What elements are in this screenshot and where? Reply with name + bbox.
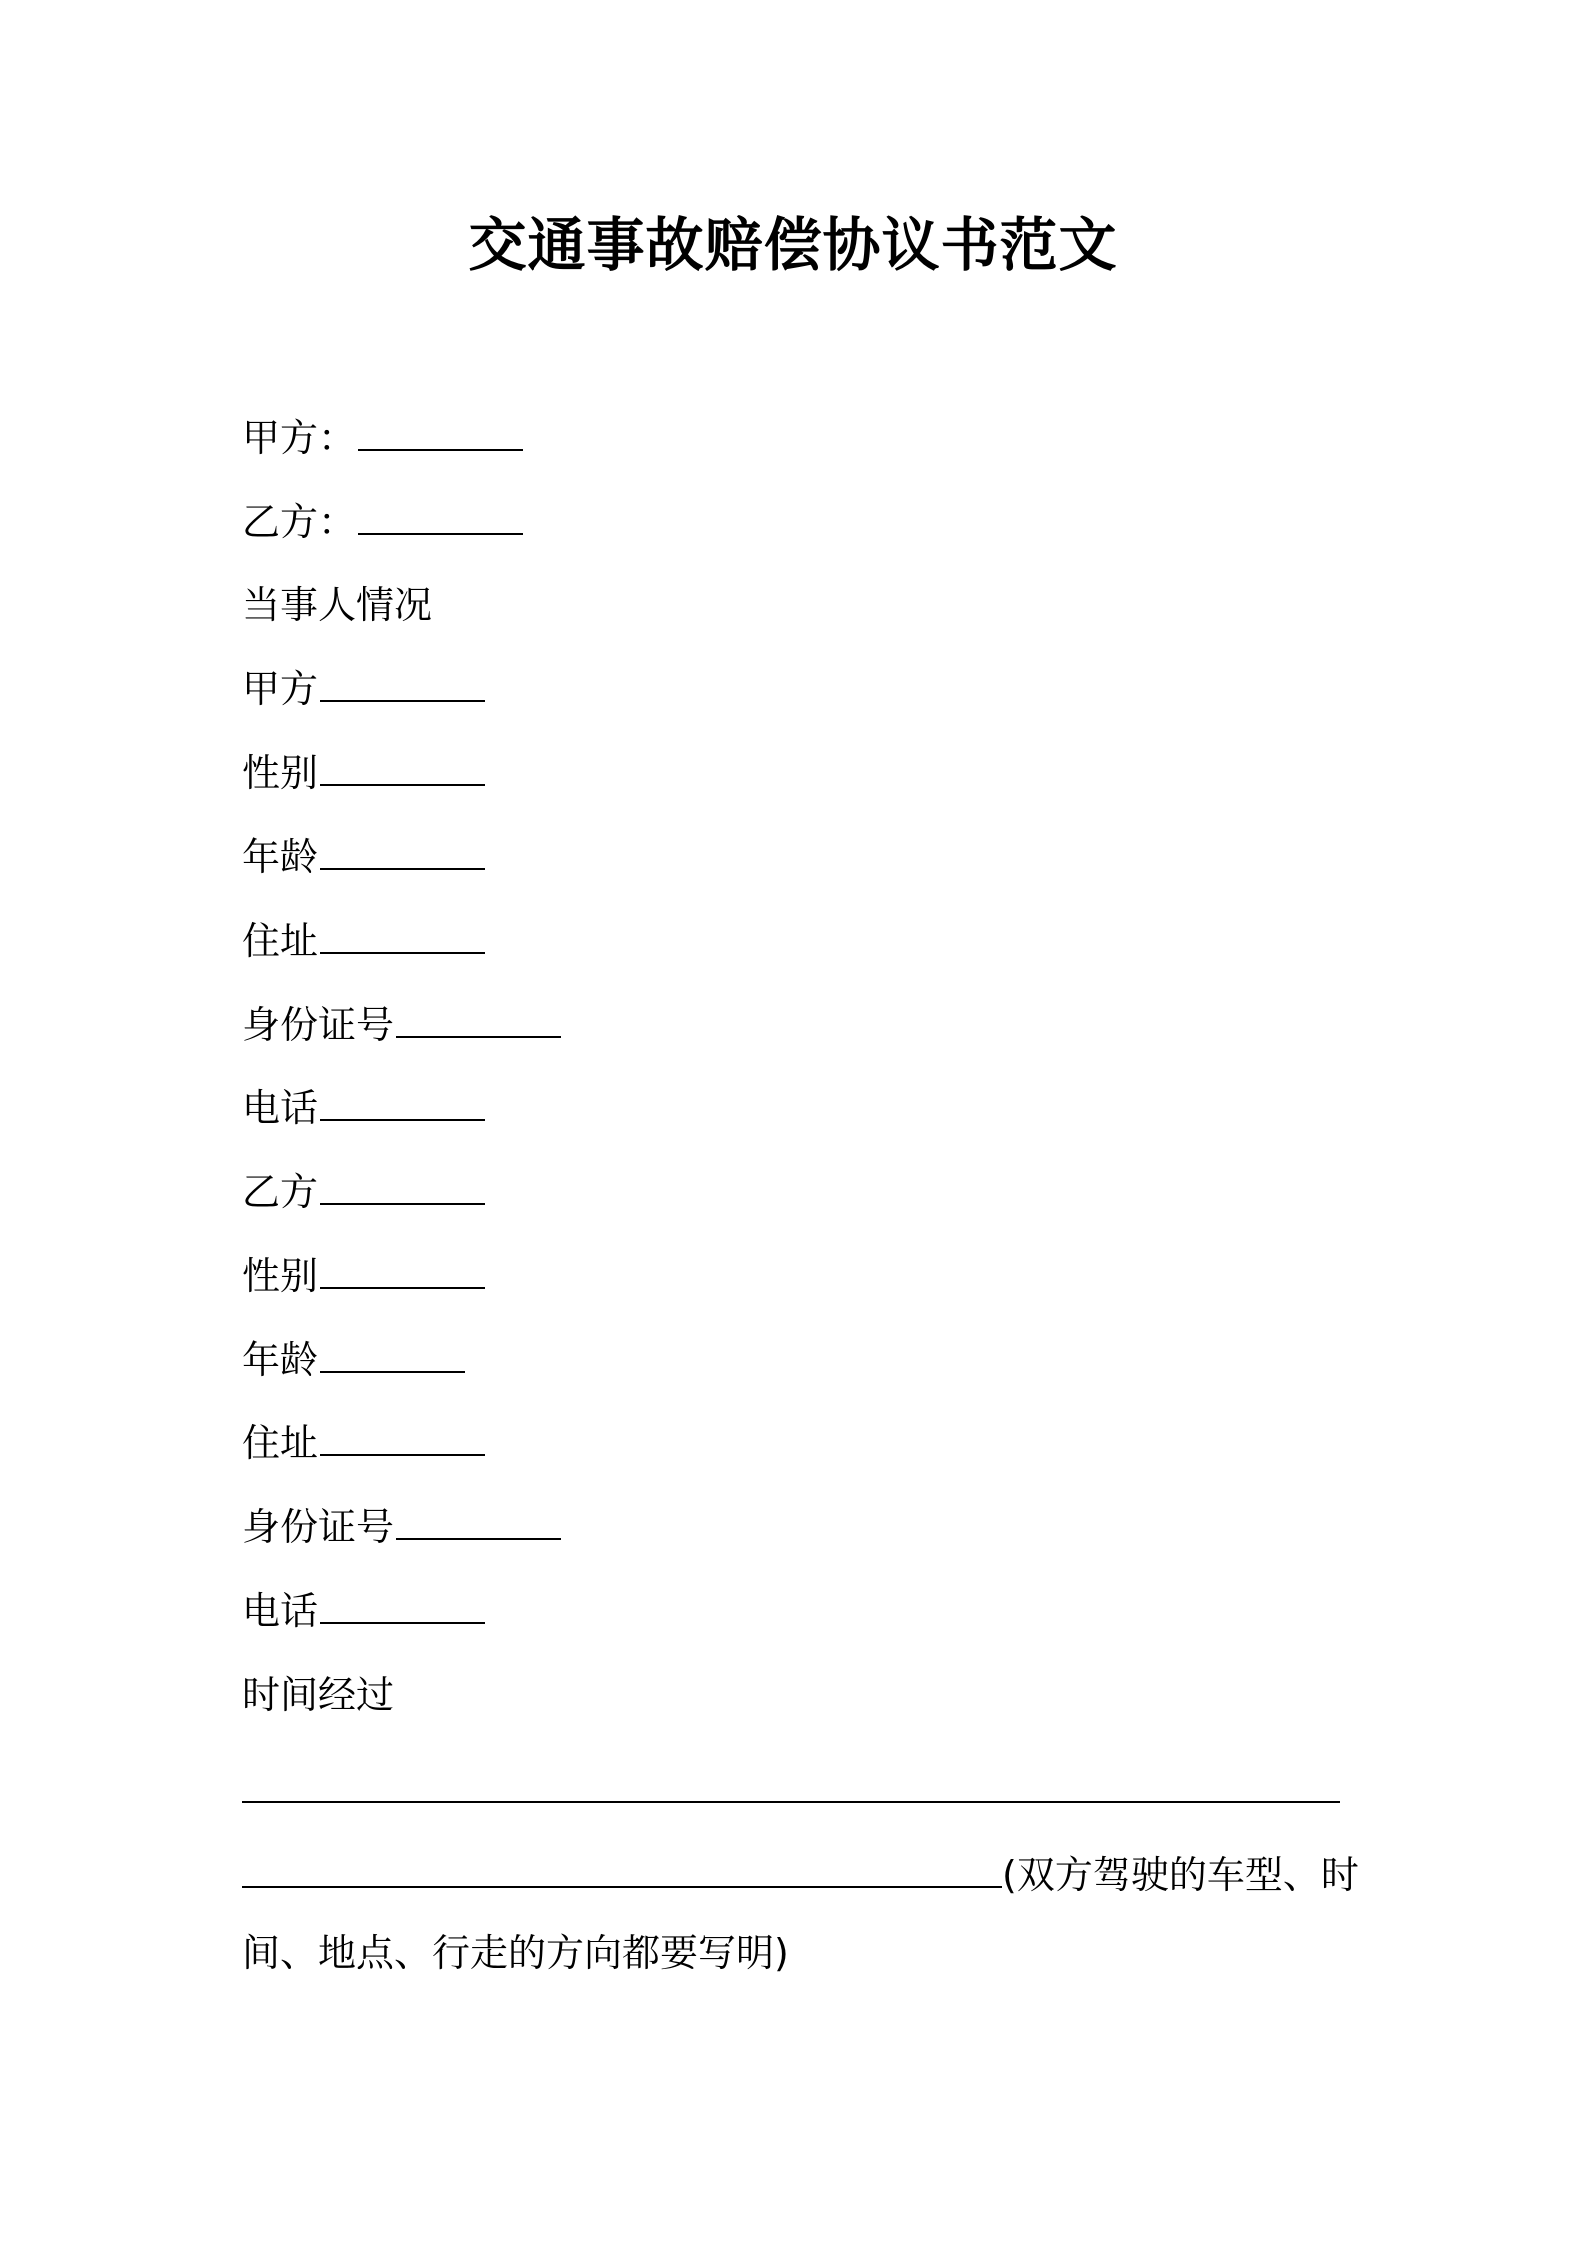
process-blank-1 — [242, 1767, 1340, 1803]
party-a-id-blank — [396, 1002, 561, 1038]
party-a-header-blank — [358, 415, 523, 451]
party-a-name-label: 甲方 — [242, 667, 319, 711]
party-a-gender-line — [242, 748, 485, 798]
party-b-name-line — [242, 1167, 485, 1217]
parties-info-heading: 当事人情况 — [242, 583, 433, 627]
party-b-gender-label: 性别 — [242, 1254, 319, 1298]
process-blank-line-1 — [242, 1765, 1340, 1815]
party-b-id-blank — [396, 1504, 561, 1540]
party-a-phone-label: 电话 — [242, 1086, 319, 1130]
party-b-gender-line — [242, 1251, 485, 1301]
process-note-paragraph — [242, 1836, 1362, 1992]
party-b-age-line — [242, 1335, 465, 1385]
party-a-gender-blank — [320, 750, 485, 786]
party-b-address-label: 住址 — [242, 1421, 319, 1465]
party-b-phone-label: 电话 — [242, 1589, 319, 1633]
party-a-name-line — [242, 664, 485, 714]
party-a-address-line — [242, 916, 485, 966]
process-blank-2 — [242, 1852, 1002, 1888]
party-a-phone-line — [242, 1083, 485, 1133]
party-b-phone-line — [242, 1586, 485, 1636]
party-b-header-blank — [358, 499, 523, 535]
party-a-age-blank — [320, 834, 485, 870]
party-b-age-label: 年龄 — [242, 1338, 319, 1382]
party-a-address-label: 住址 — [242, 919, 319, 963]
party-b-address-line — [242, 1418, 485, 1468]
party-b-phone-blank — [320, 1588, 485, 1624]
party-a-age-line — [242, 832, 485, 882]
party-a-phone-blank — [320, 1085, 485, 1121]
party-a-header-label: 甲方： — [242, 416, 357, 460]
process-note-part2: 间、地点、行走的方向都要写明) — [242, 1931, 789, 1975]
party-b-gender-blank — [320, 1253, 485, 1289]
party-a-address-blank — [320, 918, 485, 954]
document-title: 交通事故赔偿协议书范文 — [468, 211, 1118, 279]
party-a-age-label: 年龄 — [242, 835, 319, 879]
party-b-id-line — [242, 1502, 561, 1552]
party-b-name-label: 乙方 — [242, 1170, 319, 1214]
party-a-id-label: 身份证号 — [242, 1003, 395, 1047]
party-b-name-blank — [320, 1169, 485, 1205]
party-b-age-blank — [320, 1337, 465, 1373]
party-a-id-line — [242, 1000, 561, 1050]
party-b-address-blank — [320, 1420, 485, 1456]
time-process-label: 时间经过 — [242, 1673, 395, 1717]
process-note-part1: (双方驾驶的车型、时 — [1002, 1853, 1359, 1897]
party-b-id-label: 身份证号 — [242, 1505, 395, 1549]
party-a-header-line — [242, 413, 523, 463]
party-a-name-blank — [320, 666, 485, 702]
party-b-header-line — [242, 497, 523, 547]
party-b-header-label: 乙方： — [242, 500, 357, 544]
party-a-gender-label: 性别 — [242, 751, 319, 795]
